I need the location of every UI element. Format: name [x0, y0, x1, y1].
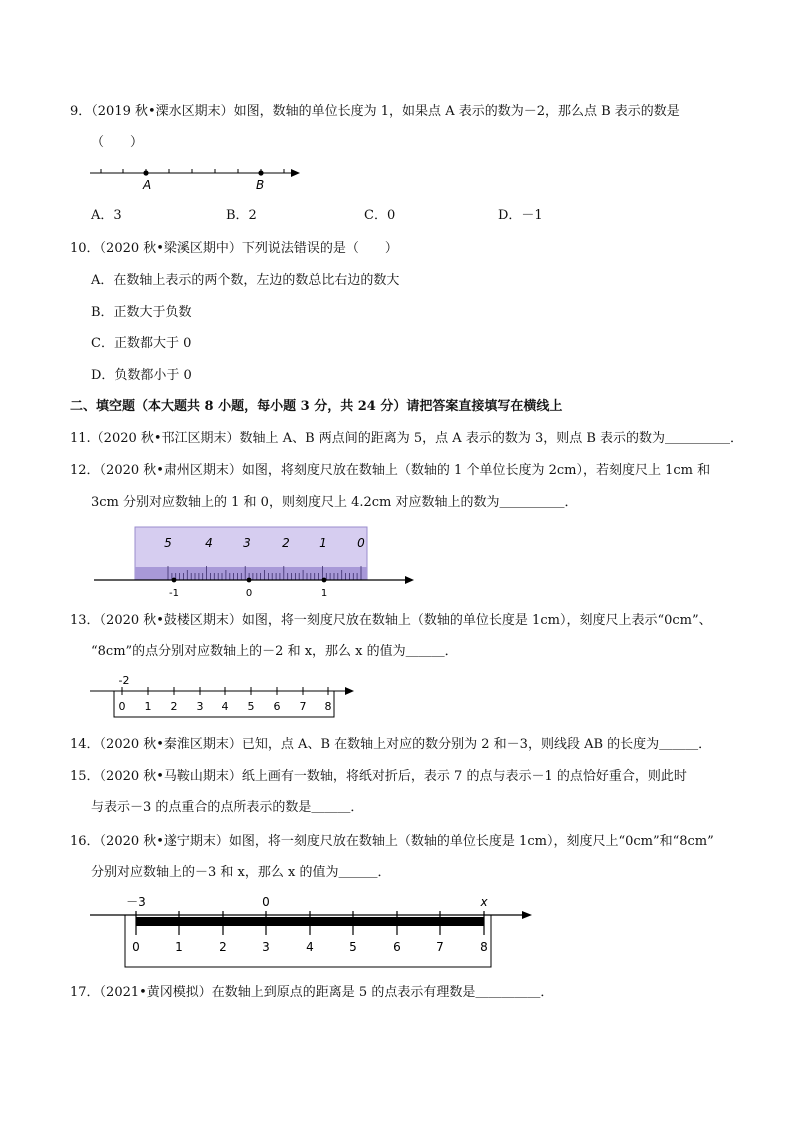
q13-ruler-label-1: 1 [144, 700, 152, 713]
q13-axis-label-neg2: -2 [118, 674, 130, 687]
q16-ruler-label-0: 0 [132, 940, 140, 954]
q11-stem: 11.（2020 秋•邗江区期末）数轴上 A、B 两点间的距离为 5，点 A 表示的数为 3，则点 B 表示的数为＿＿＿＿＿． [70, 431, 744, 446]
q12-axis-label-1: 1 [320, 588, 328, 599]
q13-ruler-label-5: 5 [247, 700, 255, 713]
q9-label-b: B [256, 178, 265, 192]
q13-stem-line1: 13．（2020 秋•鼓楼区期末）如图，将一刻度尺放在数轴上（数轴的单位长度是 1cm），刻度尺上表示“0cm”、 [70, 613, 712, 628]
q16-ruler-label-1: 1 [175, 940, 183, 954]
q9-point-a [143, 170, 148, 175]
q9-option-b: B．2 [226, 208, 257, 223]
q12-axis-label-0: 0 [245, 588, 253, 599]
q12-ruler-figure [90, 526, 420, 602]
q12-ruler-label-1: 1 [319, 536, 327, 550]
q16-stem-line1: 16．（2020 秋•遂宁期末）如图，将一刻度尺放在数轴上（数轴的单位长度是 1cm），刻度尺上“0cm”和“8cm” [70, 834, 714, 849]
q16-axis-label-x: x [480, 895, 488, 909]
q12-axis-point-0 [247, 578, 252, 583]
q9-option-c: C．0 [364, 208, 396, 223]
q16-stem-line2: 分别对应数轴上的－3 和 x，那么 x 的值为＿＿＿． [91, 865, 391, 880]
q10-option-b: B．正数大于负数 [91, 305, 192, 320]
q16-ruler-figure [88, 893, 536, 971]
q10-option-d: D．负数都小于 0 [91, 368, 192, 383]
q12-axis-arrow [405, 576, 414, 584]
q16-ruler-label-6: 6 [393, 940, 401, 954]
q9-stem-line2: （ ） [91, 135, 144, 150]
q15-stem-line2: 与表示－3 的点重合的点所表示的数是＿＿＿． [91, 800, 364, 815]
q17-stem: 17．（2021•黄冈模拟）在数轴上到原点的距离是 5 的点表示有理数是＿＿＿＿＿． [70, 985, 554, 1000]
q9-option-a: A．3 [91, 208, 122, 223]
q16-ruler-label-8: 8 [480, 940, 488, 954]
q13-ruler-label-3: 3 [196, 700, 204, 713]
q12-stem-line2: 3cm 分别对应数轴上的 1 和 0，则刻度尺上 4.2cm 对应数轴上的数为＿＿＿＿＿． [91, 495, 578, 510]
q10-option-c: C．正数都大于 0 [91, 336, 192, 351]
q12-ruler-label-0: 0 [357, 536, 365, 550]
q13-ruler-label-6: 6 [273, 700, 281, 713]
q9-axis-arrow [291, 169, 300, 177]
q12-ruler-label-4: 4 [205, 536, 213, 550]
q12-ruler-label-2: 2 [282, 536, 290, 550]
q14-stem: 14．（2020 秋•秦淮区期末）已知，点 A、B 在数轴上对应的数分别为 2 和－3，则线段 AB 的长度为＿＿＿． [70, 737, 712, 752]
q12-ruler-strip [135, 567, 367, 580]
q10-option-a: A．在数轴上表示的两个数，左边的数总比右边的数大 [91, 273, 400, 288]
q13-ruler-label-8: 8 [324, 700, 332, 713]
q16-axis-arrow [522, 911, 532, 919]
q13-axis-arrow [345, 687, 354, 695]
q12-ruler-label-3: 3 [243, 536, 251, 550]
q16-axis-label-neg3: －3 [126, 895, 146, 909]
q13-ruler-label-7: 7 [299, 700, 307, 713]
q9-number-line-figure [88, 160, 308, 194]
q13-ruler-label-4: 4 [221, 700, 229, 713]
q12-axis-label-neg1: -1 [169, 588, 179, 599]
q16-ruler-label-3: 3 [262, 940, 270, 954]
q16-ruler-label-2: 2 [219, 940, 227, 954]
q10-stem: 10．（2020 秋•梁溪区期中）下列说法错误的是（ ） [70, 241, 398, 256]
q12-ruler-label-5: 5 [164, 536, 172, 550]
q9-point-b [258, 170, 263, 175]
q13-stem-line2: “8cm”的点分别对应数轴上的－2 和 x，那么 x 的值为＿＿＿． [91, 644, 458, 659]
q16-ruler-label-4: 4 [306, 940, 314, 954]
q13-ruler-label-0: 0 [118, 700, 126, 713]
q9-stem-line1: 9．（2019 秋•溧水区期末）如图，数轴的单位长度为 1，如果点 A 表示的数为－2，那么点 B 表示的数是 [70, 104, 680, 119]
q12-stem-line1: 12．（2020 秋•肃州区期末）如图，将刻度尺放在数轴上（数轴的 1 个单位长度为 2cm），若刻度尺上 1cm 和 [70, 463, 711, 478]
section-heading: 二、填空题（本大题共 8 小题，每小题 3 分，共 24 分）请把答案直接填写在横线上 [70, 399, 563, 414]
q16-ruler-label-5: 5 [349, 940, 357, 954]
q9-axis-ticks [101, 169, 284, 173]
q16-axis-label-0: 0 [262, 895, 270, 909]
q9-label-a: A [143, 178, 152, 192]
q9-option-d: D．－1 [498, 208, 543, 223]
q12-axis-point-1 [322, 578, 327, 583]
q13-ruler-label-2: 2 [170, 700, 178, 713]
q12-axis-point-neg1 [172, 578, 177, 583]
q13-ruler-figure [86, 672, 356, 722]
q16-ruler-label-7: 7 [436, 940, 444, 954]
q15-stem-line1: 15．（2020 秋•马鞍山期末）纸上画有一数轴，将纸对折后，表示 7 的点与表示－1 的点恰好重合，则此时 [70, 769, 687, 784]
